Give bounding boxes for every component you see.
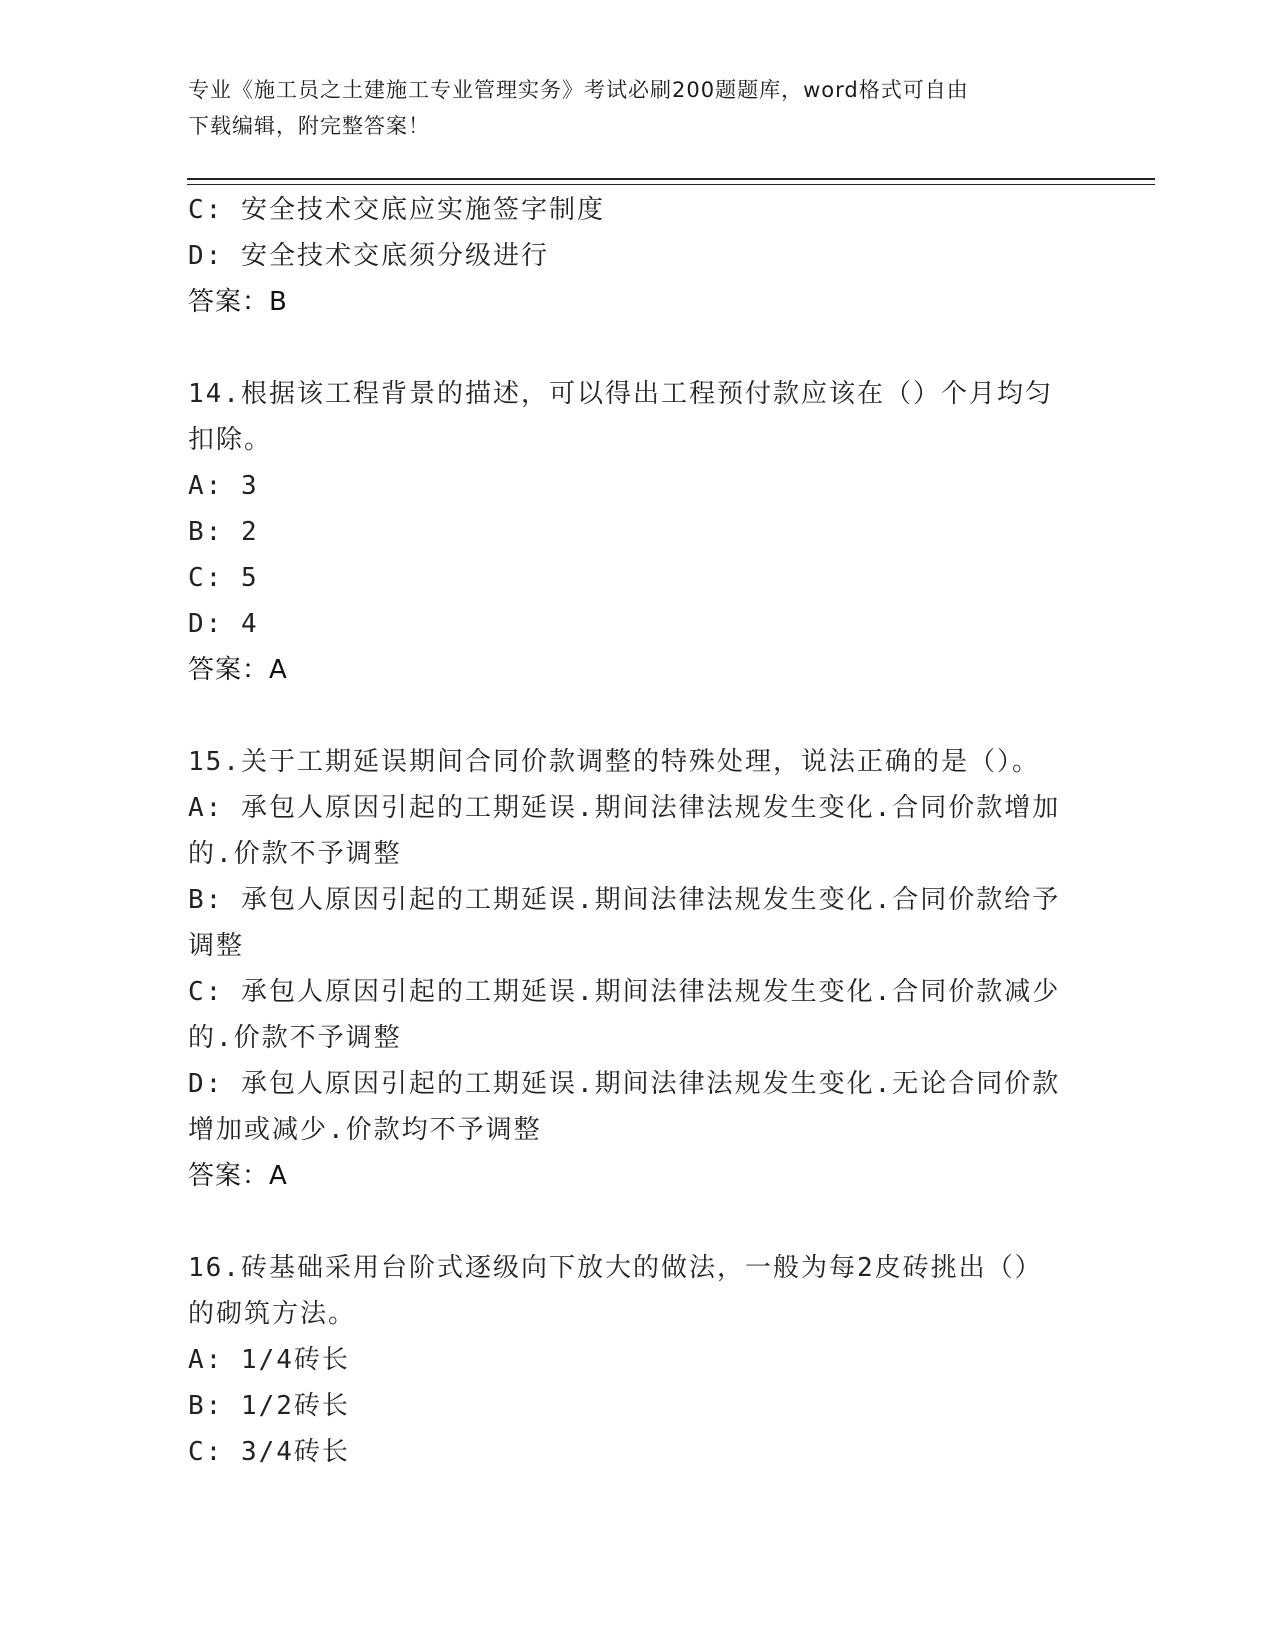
option-d-cont: 增加或减少.价款均不予调整 [188,1115,542,1145]
option-c-cont: 的.价款不予调整 [188,1023,402,1053]
answer-line: 答案：B [188,287,288,317]
spacer [188,325,1088,371]
option-b: B: 承包人原因引起的工期延误.期间法律法规发生变化.合同价款给予 [188,885,1061,915]
document-body [188,187,1088,1475]
header-line-2: 下载编辑，附完整答案！ [188,114,430,138]
option-d: D: 承包人原因引起的工期延误.期间法律法规发生变化.无论合同价款 [188,1069,1061,1099]
question-stem-cont: 的砌筑方法。 [188,1299,357,1329]
option-c: C: 5 [188,563,259,593]
question-13-tail [188,187,1088,325]
document-header [188,72,1068,144]
option-c: C: 承包人原因引起的工期延误.期间法律法规发生变化.合同价款减少 [188,977,1061,1007]
answer-line: 答案：A [188,655,288,685]
option-c: C: 3/4砖长 [188,1437,350,1467]
question-stem-cont: 扣除。 [188,425,273,455]
option-b: B: 1/2砖长 [188,1391,350,1421]
question-16 [188,1245,1088,1475]
option-b: B: 2 [188,517,259,547]
header-rule-thick [187,178,1155,180]
spacer [188,1199,1088,1245]
answer-line: 答案：A [188,1161,288,1191]
option-d: D: 安全技术交底须分级进行 [188,241,549,271]
question-15 [188,739,1088,1199]
option-a-cont: 的.价款不予调整 [188,839,402,869]
question-14 [188,371,1088,693]
header-line-1: 专业《施工员之土建施工专业管理实务》考试必刷200题题库，word格式可自由 [188,78,969,102]
header-rule-thin [187,184,1155,185]
option-a: A: 承包人原因引起的工期延误.期间法律法规发生变化.合同价款增加 [188,793,1061,823]
option-c: C: 安全技术交底应实施签字制度 [188,195,605,225]
option-d: D: 4 [188,609,259,639]
question-stem: 16.砖基础采用台阶式逐级向下放大的做法，一般为每2皮砖挑出（） [188,1253,1043,1283]
option-a: A: 3 [188,471,259,501]
option-a: A: 1/4砖长 [188,1345,350,1375]
question-stem: 14.根据该工程背景的描述，可以得出工程预付款应该在（）个月均匀 [188,379,1053,409]
spacer [188,693,1088,739]
question-stem: 15.关于工期延误期间合同价款调整的特殊处理，说法正确的是（）。 [188,747,1040,777]
option-b-cont: 调整 [188,931,245,961]
